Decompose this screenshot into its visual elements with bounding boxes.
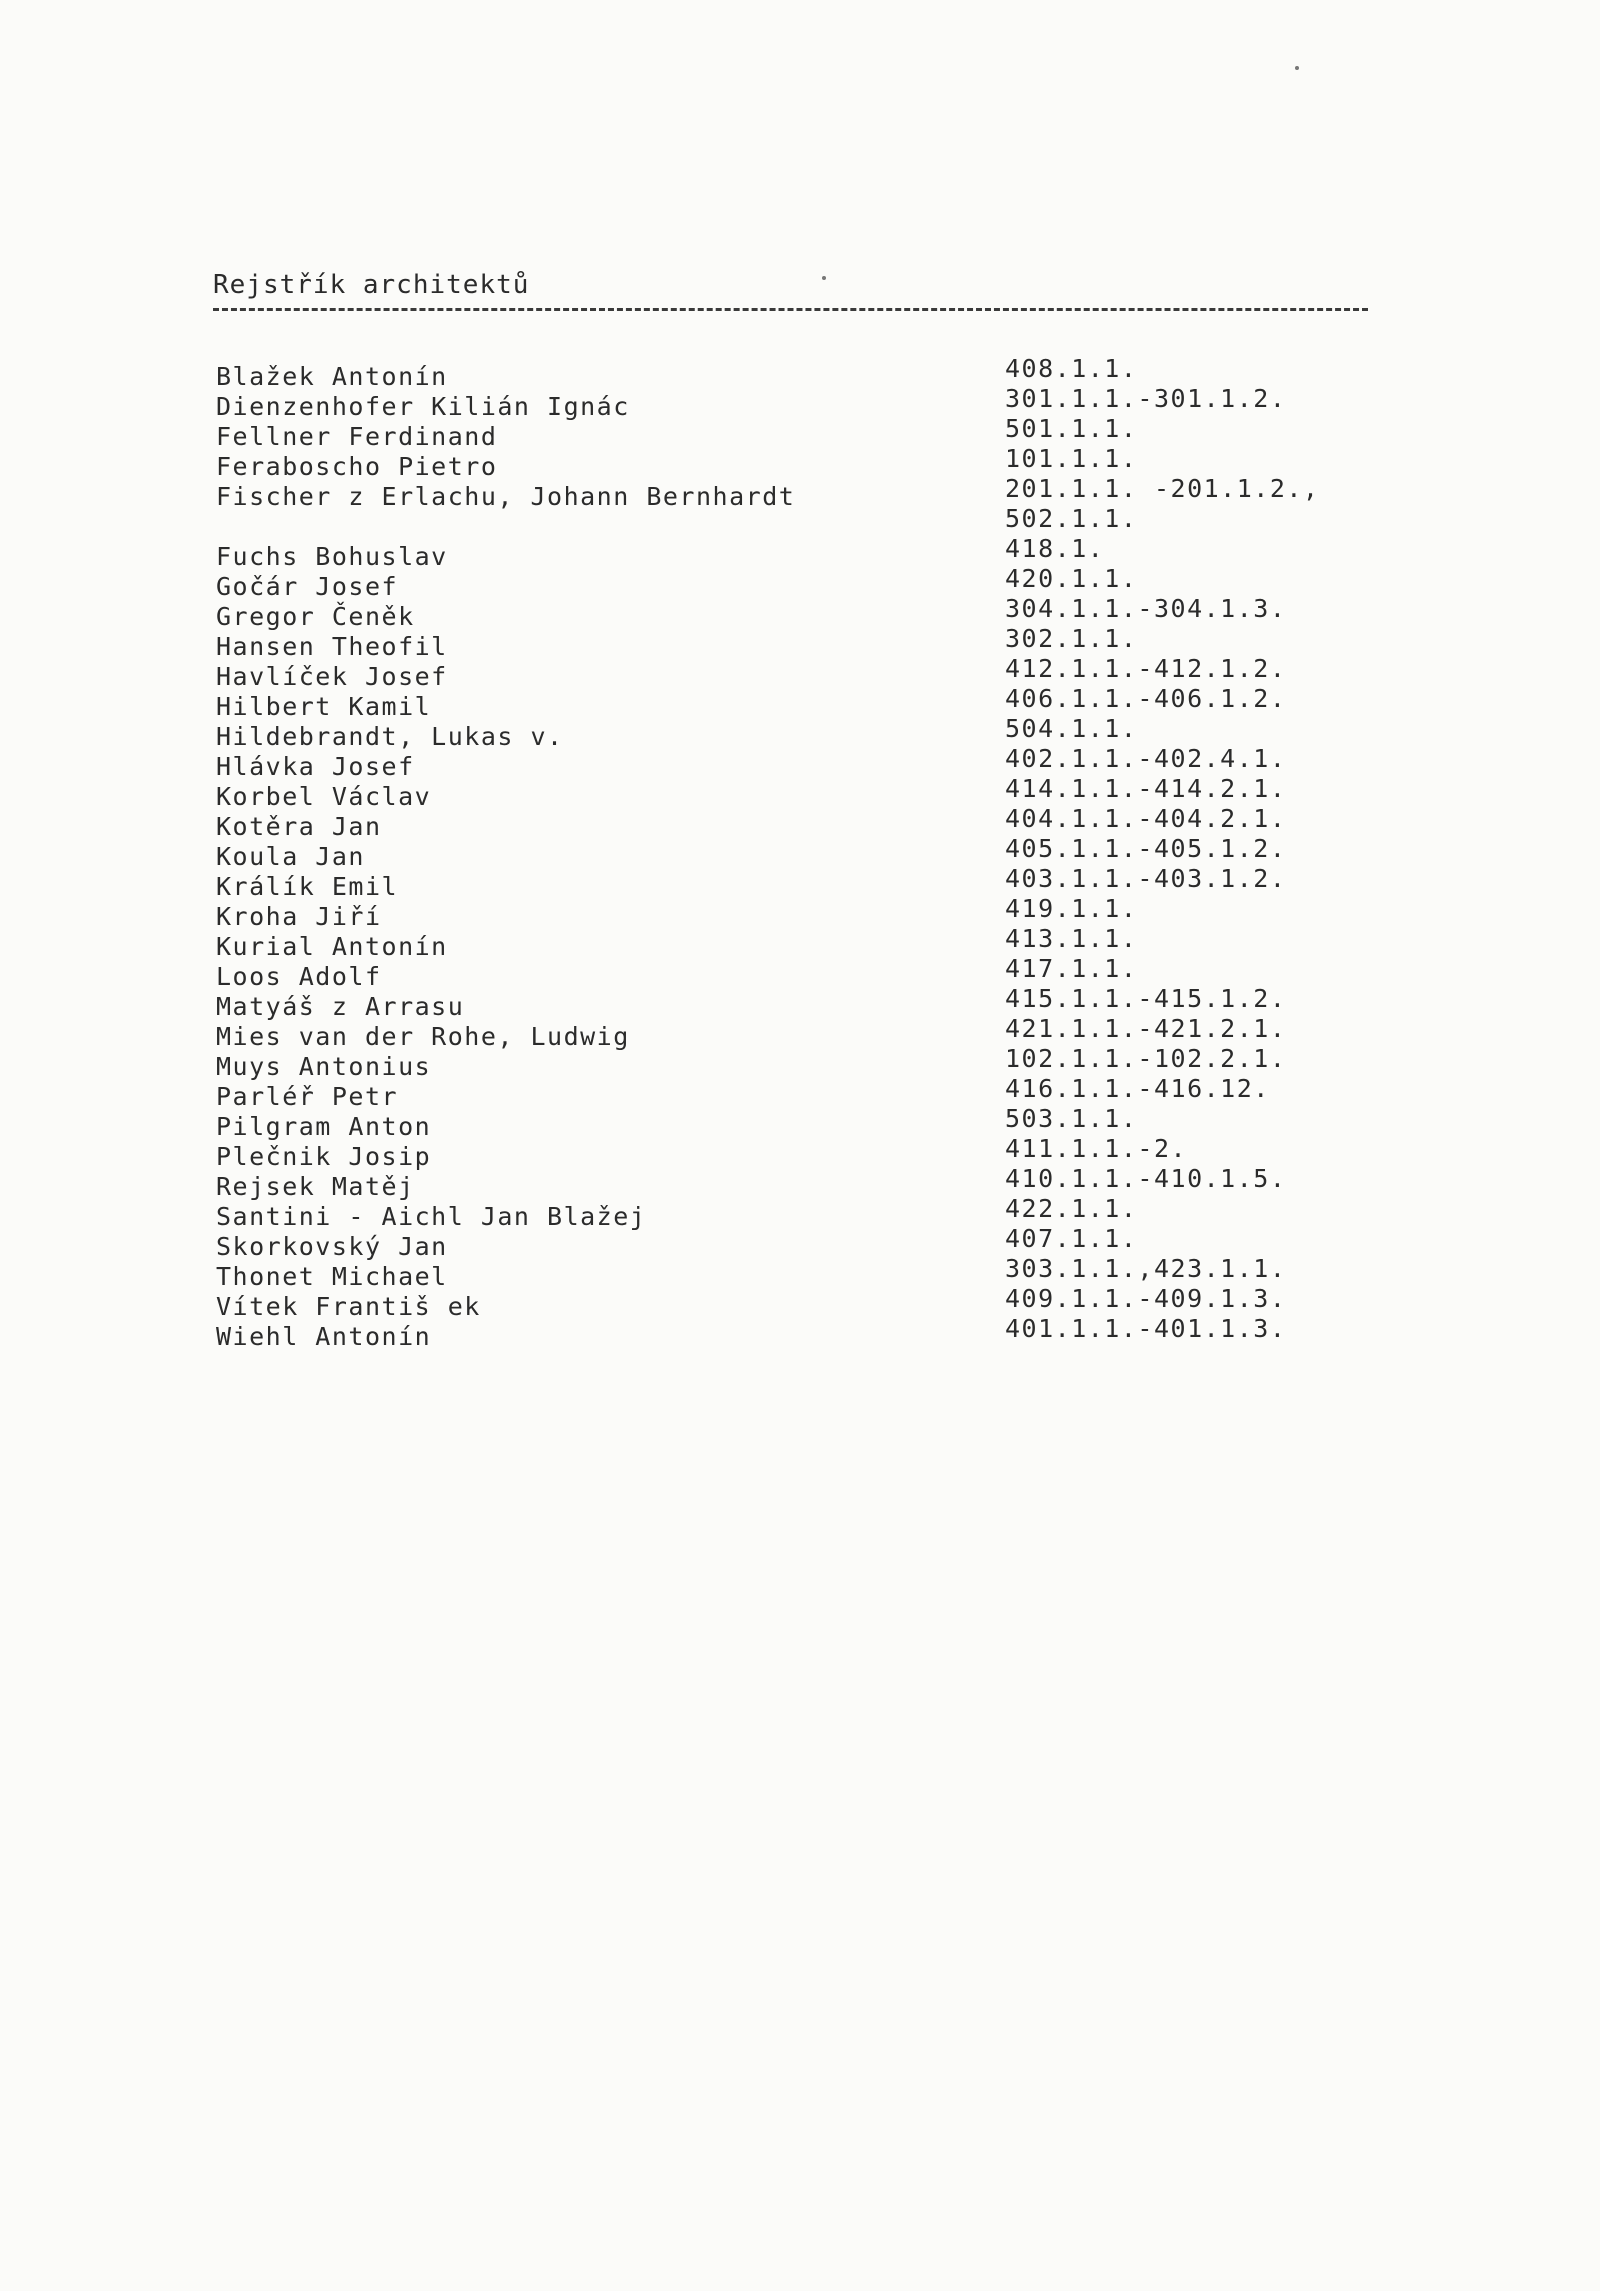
architect-name: Plečnik Josip (216, 1142, 432, 1171)
catalog-reference: 417.1.1. (1005, 954, 1138, 983)
architect-name: Kotěra Jan (216, 812, 382, 841)
architect-name: Parléř Petr (216, 1082, 399, 1111)
catalog-reference: 416.1.1.-416.12. (1005, 1074, 1270, 1103)
catalog-reference: 404.1.1.-404.2.1. (1005, 804, 1287, 833)
catalog-reference: 409.1.1.-409.1.3. (1005, 1284, 1287, 1313)
catalog-reference: 303.1.1.,423.1.1. (1005, 1254, 1287, 1283)
catalog-reference: 412.1.1.-412.1.2. (1005, 654, 1287, 683)
catalog-reference: 419.1.1. (1005, 894, 1138, 923)
catalog-reference: 422.1.1. (1005, 1194, 1138, 1223)
architect-name: Mies van der Rohe, Ludwig (216, 1022, 630, 1051)
page-title: Rejstřík architektů (213, 270, 530, 300)
catalog-reference: 418.1. (1005, 534, 1105, 563)
architect-name: Fellner Ferdinand (216, 422, 498, 451)
architect-name (216, 512, 996, 542)
catalog-reference: 410.1.1.-410.1.5. (1005, 1164, 1287, 1193)
architect-name: Loos Adolf (216, 962, 382, 991)
architect-name: Rejsek Matěj (216, 1172, 415, 1201)
architect-name: Thonet Michael (216, 1262, 448, 1291)
architect-name: Gregor Čeněk (216, 602, 415, 631)
catalog-reference: 407.1.1. (1005, 1224, 1138, 1253)
architect-name: Gočár Josef (216, 572, 399, 601)
architect-name: Korbel Václav (216, 782, 432, 811)
catalog-reference: 405.1.1.-405.1.2. (1005, 834, 1287, 863)
catalog-reference: 502.1.1. (1005, 504, 1138, 533)
catalog-reference: 408.1.1. (1005, 354, 1138, 383)
catalog-reference: 403.1.1.-403.1.2. (1005, 864, 1287, 893)
catalog-reference: 414.1.1.-414.2.1. (1005, 774, 1287, 803)
catalog-reference: 420.1.1. (1005, 564, 1138, 593)
architect-name: Feraboscho Pietro (216, 452, 498, 481)
architect-name: Hlávka Josef (216, 752, 415, 781)
catalog-reference: 406.1.1.-406.1.2. (1005, 684, 1287, 713)
catalog-reference: 201.1.1. -201.1.2., (1005, 474, 1320, 503)
catalog-reference: 304.1.1.-304.1.3. (1005, 594, 1287, 623)
architect-name: Kroha Jiří (216, 902, 382, 931)
architect-name: Hilbert Kamil (216, 692, 432, 721)
catalog-reference: 402.1.1.-402.4.1. (1005, 744, 1287, 773)
architect-name: Vítek Františ ek (216, 1292, 481, 1321)
catalog-reference: 102.1.1.-102.2.1. (1005, 1044, 1287, 1073)
stray-mark (822, 276, 826, 280)
catalog-reference: 504.1.1. (1005, 714, 1138, 743)
architect-name: Pilgram Anton (216, 1112, 432, 1141)
catalog-reference: 101.1.1. (1005, 444, 1138, 473)
architect-names-column (216, 362, 996, 1352)
catalog-reference: 415.1.1.-415.1.2. (1005, 984, 1287, 1013)
catalog-reference: 301.1.1.-301.1.2. (1005, 384, 1287, 413)
architect-name: Hildebrandt, Lukas v. (216, 722, 564, 751)
catalog-reference: 302.1.1. (1005, 624, 1138, 653)
catalog-reference: 411.1.1.-2. (1005, 1134, 1188, 1163)
catalog-reference: 401.1.1.-401.1.3. (1005, 1314, 1287, 1343)
catalog-reference: 413.1.1. (1005, 924, 1138, 953)
architect-name: Havlíček Josef (216, 662, 448, 691)
architect-name: Fischer z Erlachu, Johann Bernhardt (216, 482, 796, 511)
architect-name: Fuchs Bohuslav (216, 542, 448, 571)
architect-name: Matyáš z Arrasu (216, 992, 465, 1021)
stray-mark (1295, 66, 1299, 70)
architect-name: Muys Antonius (216, 1052, 432, 1081)
architect-name: Blažek Antonín (216, 362, 448, 391)
catalog-reference: 503.1.1. (1005, 1104, 1138, 1133)
catalog-reference: 421.1.1.-421.2.1. (1005, 1014, 1287, 1043)
architect-name: Wiehl Antonín (216, 1322, 432, 1351)
reference-numbers-column (1005, 354, 1405, 1344)
architect-name: Koula Jan (216, 842, 365, 871)
architect-name: Kurial Antonín (216, 932, 448, 961)
architect-name: Skorkovský Jan (216, 1232, 448, 1261)
catalog-reference: 501.1.1. (1005, 414, 1138, 443)
dashed-divider (213, 308, 1368, 311)
architect-name: Santini - Aichl Jan Blažej (216, 1202, 647, 1231)
architect-name: Králík Emil (216, 872, 399, 901)
architect-name: Hansen Theofil (216, 632, 448, 661)
architect-name: Dienzenhofer Kilián Ignác (216, 392, 630, 421)
